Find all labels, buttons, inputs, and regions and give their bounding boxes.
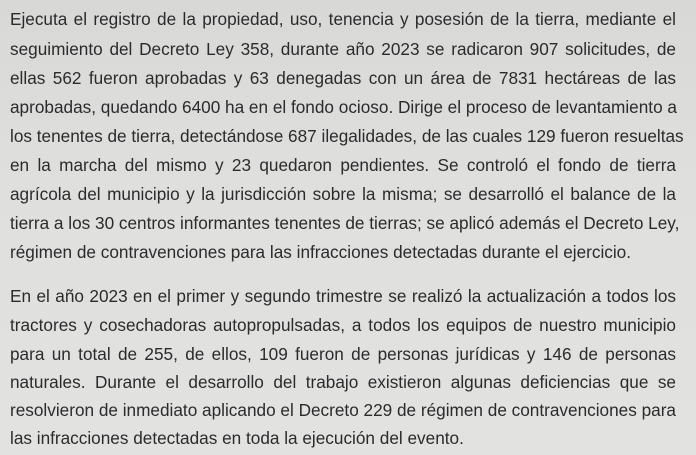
- text-line: resolvieron de inmediato aplicando el Decreto 229 de régimen de contravenciones para: [10, 400, 676, 420]
- text-line: tractores y cosechadoras autopropulsadas, a todos los equipos de nuestro municipio: [10, 315, 676, 335]
- text-line: aprobadas, quedando 6400 ha en el fondo ocioso. Dirige el proceso de levantamiento a: [10, 97, 677, 117]
- text-line: régimen de contravenciones para las infracciones detectadas durante el ejercicio.: [10, 242, 632, 262]
- text-line: En el año 2023 en el primer y segundo trimestre se realizó la actualización a todos los: [10, 286, 676, 306]
- text-line: para un total de 255, de ellos, 109 fueron de personas jurídicas y 146 de personas: [10, 344, 676, 364]
- text-line: los tenentes de tierra, detectándose 687 ilegalidades, de las cuales 129 fueron resueltas: [10, 126, 684, 146]
- text-line: tierra a los 30 centros informantes tenentes de tierras; se aplicó además el Decreto Ley,: [10, 213, 680, 233]
- text-line: Ejecuta el registro de la propiedad, uso, tenencia y posesión de la tierra, mediante el: [10, 9, 676, 29]
- text-line: en la marcha del mismo y 23 quedaron pendientes. Se controló el fondo de tierra: [10, 155, 676, 175]
- text-line: agrícola del municipio y la jurisdicción sobre la misma; se desarrolló el balance de la: [10, 184, 676, 204]
- text-line: naturales. Durante el desarrollo del trabajo existieron algunas deficiencias que se: [10, 372, 676, 392]
- text-line: seguimiento del Decreto Ley 358, durante año 2023 se radicaron 907 solicitudes, de: [10, 39, 676, 59]
- text-line: las infracciones detectadas en toda la ejecución del evento.: [10, 428, 464, 448]
- text-line: ellas 562 fueron aprobadas y 63 denegadas con un área de 7831 hectáreas de las: [10, 68, 676, 88]
